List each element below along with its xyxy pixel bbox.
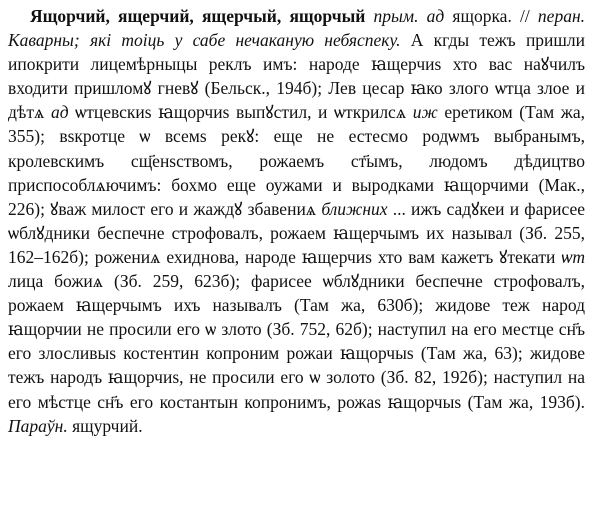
seg: ящурчий. — [67, 415, 143, 436]
seg: перан. Каварны; які тоіць у сабе нечаканую небяспеку. — [8, 6, 585, 51]
seg: ѡт — [561, 246, 585, 267]
entry-headword: Ящорчий, ящерчий, ящерчый, ящорчый — [30, 6, 366, 26]
seg: ближних — [321, 198, 388, 219]
seg: ад — [50, 102, 69, 123]
seg: ѡтцевскиѕ ꙗщорчи — [68, 102, 223, 123]
seg: прым. ад — [365, 6, 453, 26]
seg: иж — [412, 102, 438, 123]
seg: Параўн. — [8, 415, 68, 436]
seg: еретиком (Там жа, 355); вѕкротце ѡ всемѕ рекꙋ: еще не естесмо родѡмъ выбранымъ, кролевскимъ сщ҃енѕствомъ, рожаемъ ст҃ымъ, людомъ дѣдицтво приспособлѧючимъ: бохмо еще оужами и выродками ꙗщорчими (Мак., 226); ꙋваж милост его и жаждꙋ збавениѧ — [8, 102, 586, 219]
seg: лица божиѧ (Зб. 259, 623б); фарисее ѡблꙋдники беспечне строфовалъ, рожаем ꙗщерчымъ ихъ называлъ (Там жа, 630б); жидове теж народ ꙗщорчии не просили его ѡ злото (Зб. 752, 62б); наступил на его местце сн҃ъ его злосливыѕ костентин копроним рожаи ꙗщорчыѕ (Там жа, 63); жидове тежъ народъ ꙗщорчиѕ, не просили его ѡ золото (Зб. 82, 192б); наступил на его мѣстце сн҃ъ его костантын копронимъ, рожаѕ ꙗщорчыѕ (Там жа, 193б). — [8, 271, 585, 412]
seg: ѕ хто вас наꙋчилъ входити пришломꙋ гневꙋ (Бельск., 194б); Лев цесар ꙗко злого ѡтца злое и дѣтѧ — [8, 54, 585, 123]
seg: ѕ выпꙋстил, и ѡткрилсѧ — [222, 102, 413, 123]
seg: ящорка. // — [452, 6, 538, 26]
seg: ... ижъ садꙋкеи и фарисее ѡблꙋдники беспечне строфовалъ, рожаем ꙗщерчымъ их называл (Зб. 255, 162–162б); рожениѧ ехиднова, народе ꙗщерчиѕ хто вам кажетъ ꙋтекати — [8, 198, 585, 267]
seg: А кгды тежъ пришли ипокрити лицемѣрныцы реклъ имъ: народе ꙗщерчи — [8, 30, 585, 75]
dictionary-entry — [8, 4, 585, 438]
